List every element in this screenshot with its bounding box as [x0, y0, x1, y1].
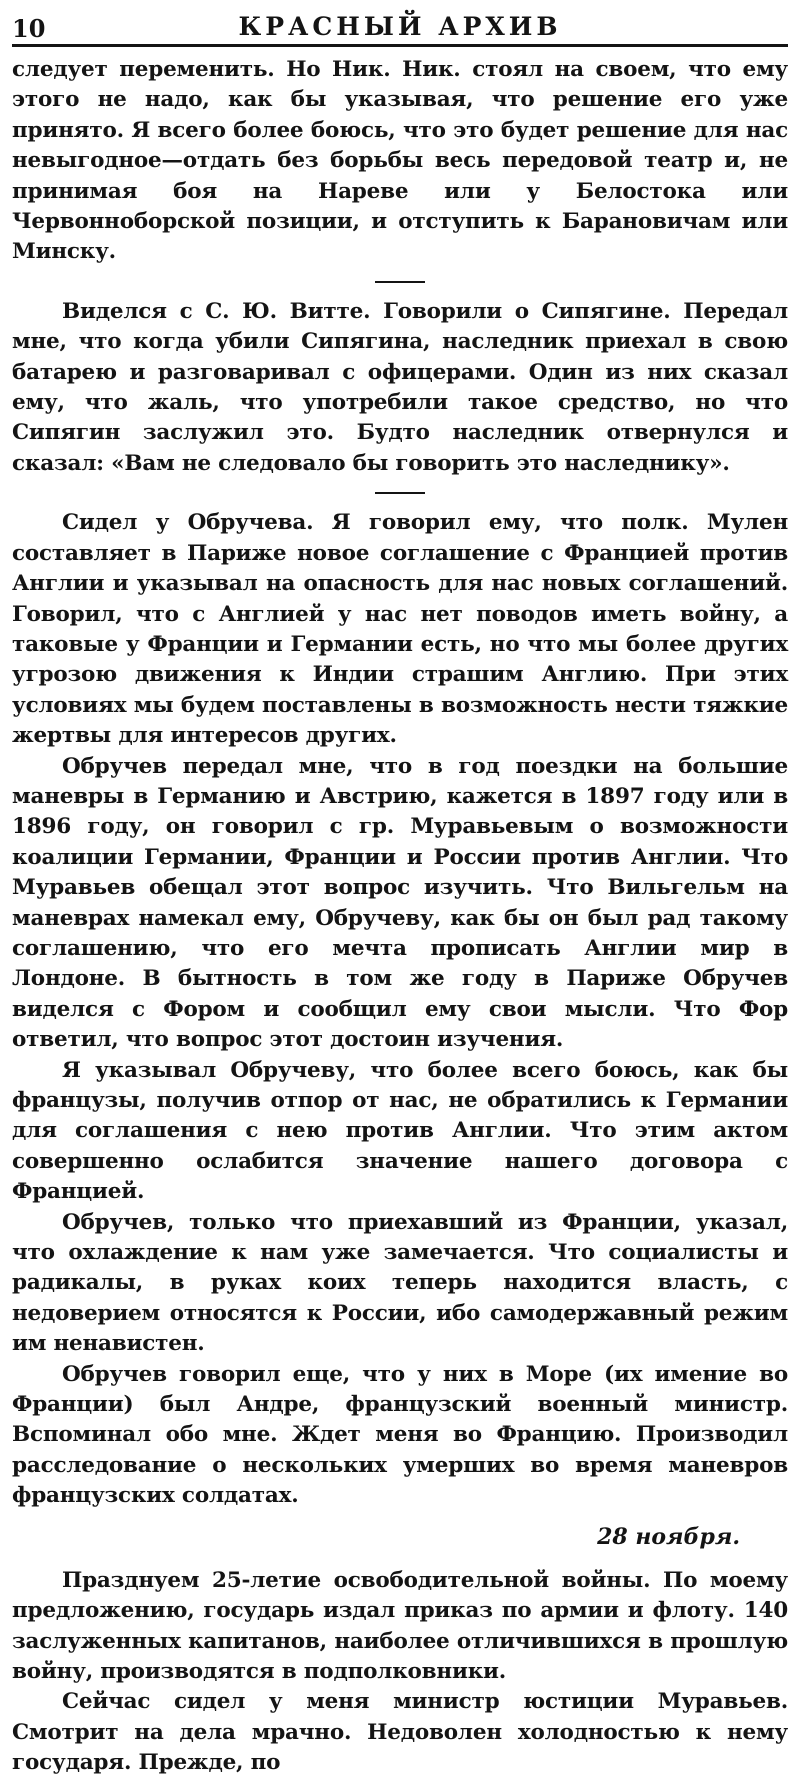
paragraph-obruchev-3: Я указывал Обручеву, что более всего боюсь, как бы французы, получив отпор от нас, не обратились к Германии для соглашения с нею против Англии. Что этим актом совершенно ослабится значение нашего договора с Францией.	[12, 1057, 788, 1205]
page	[12, 10, 788, 1779]
paragraph-obruchev-4: Обручев, только что приехавший из Франции, указал, что охлаждение к нам уже замечается. Что социалисты и радикалы, в руках коих теперь находится власть, с недоверием относятся к России, ибо самодержавный режим им ненавистен.	[12, 1209, 788, 1357]
entry-date: 28 ноября.	[597, 1523, 740, 1550]
section-separator	[375, 492, 425, 494]
paragraph-obruchev-2: Обручев передал мне, что в год поездки на большие маневры в Германию и Австрию, кажется в 1897 году или в 1896 году, он говорил с гр. Муравьевым о возможности коалиции Германии, Франции и России против Англии. Что Муравьев обещал этот вопрос изучить. Что Вильгельм на маневрах намекал ему, Обручеву, как бы он был рад такому соглашению, что его мечта прописать Англии мир в Лондоне. В бытность в том же году в Париже Обручев виделся с Фором и сообщил ему свои мысли. Что Фор ответил, что вопрос этот достоин изучения.	[12, 753, 788, 1053]
paragraph-witte: Виделся с С. Ю. Витте. Говорили о Сипягине. Передал мне, что когда убили Сипягина, наследник приехал в свою батарею и разговаривал с офицерами. Один из них сказал ему, что жаль, что употребили такое средство, но что Сипягин заслужил это. Будто наследник отвернулся и сказал: «Вам не следовало бы говорить это наследнику».	[12, 298, 788, 476]
paragraph-obruchev-5: Обручев говорил еще, что у них в Море (их имение во Франции) был Андре, французский военный министр. Вспоминал обо мне. Ждет меня во Францию. Производил расследование о нескольких умерших во время маневров французских солдатах.	[12, 1361, 788, 1509]
section-separator	[375, 281, 425, 283]
paragraph-anniversary: Празднуем 25-летие освободительной войны. По моему предложению, государь издал приказ по армии и флоту. 140 заслуженных капитанов, наиболее отличившихся в прошлую войну, производятся в подполковники.	[12, 1567, 788, 1684]
paragraph-continued: следует переменить. Но Ник. Ник. стоял на своем, что ему этого не надо, как бы указывая, что решение его уже принято. Я всего более боюсь, что это будет решение для нас невыгодное—отдать без борьбы весь передовой театр и, не принимая боя на Нареве или у Белостока или Червонноборской позиции, и отступить к Барановичам или Минску.	[12, 57, 788, 265]
journal-title: КРАСНЫЙ АРХИВ	[238, 12, 562, 41]
running-header	[12, 10, 788, 47]
paragraph-obruchev-1: Сидел у Обручева. Я говорил ему, что полк. Мулен составляет в Париже новое соглашение с Францией против Англии и указывал на опасность для нас новых соглашений. Говорил, что с Англией у нас нет поводов иметь войну, а таковые у Франции и Германии есть, но что мы более других угрозою движения к Индии страшим Англию. При этих условиях мы будем поставлены в возможность нести тяжкие жертвы для интересов других.	[12, 510, 788, 749]
paragraph-muravyev: Сейчас сидел у меня министр юстиции Муравьев. Смотрит на дела мрачно. Недоволен холодностью к нему государя. Прежде, по	[12, 1689, 788, 1776]
body-text	[12, 55, 788, 1779]
page-number: 10	[12, 14, 46, 43]
